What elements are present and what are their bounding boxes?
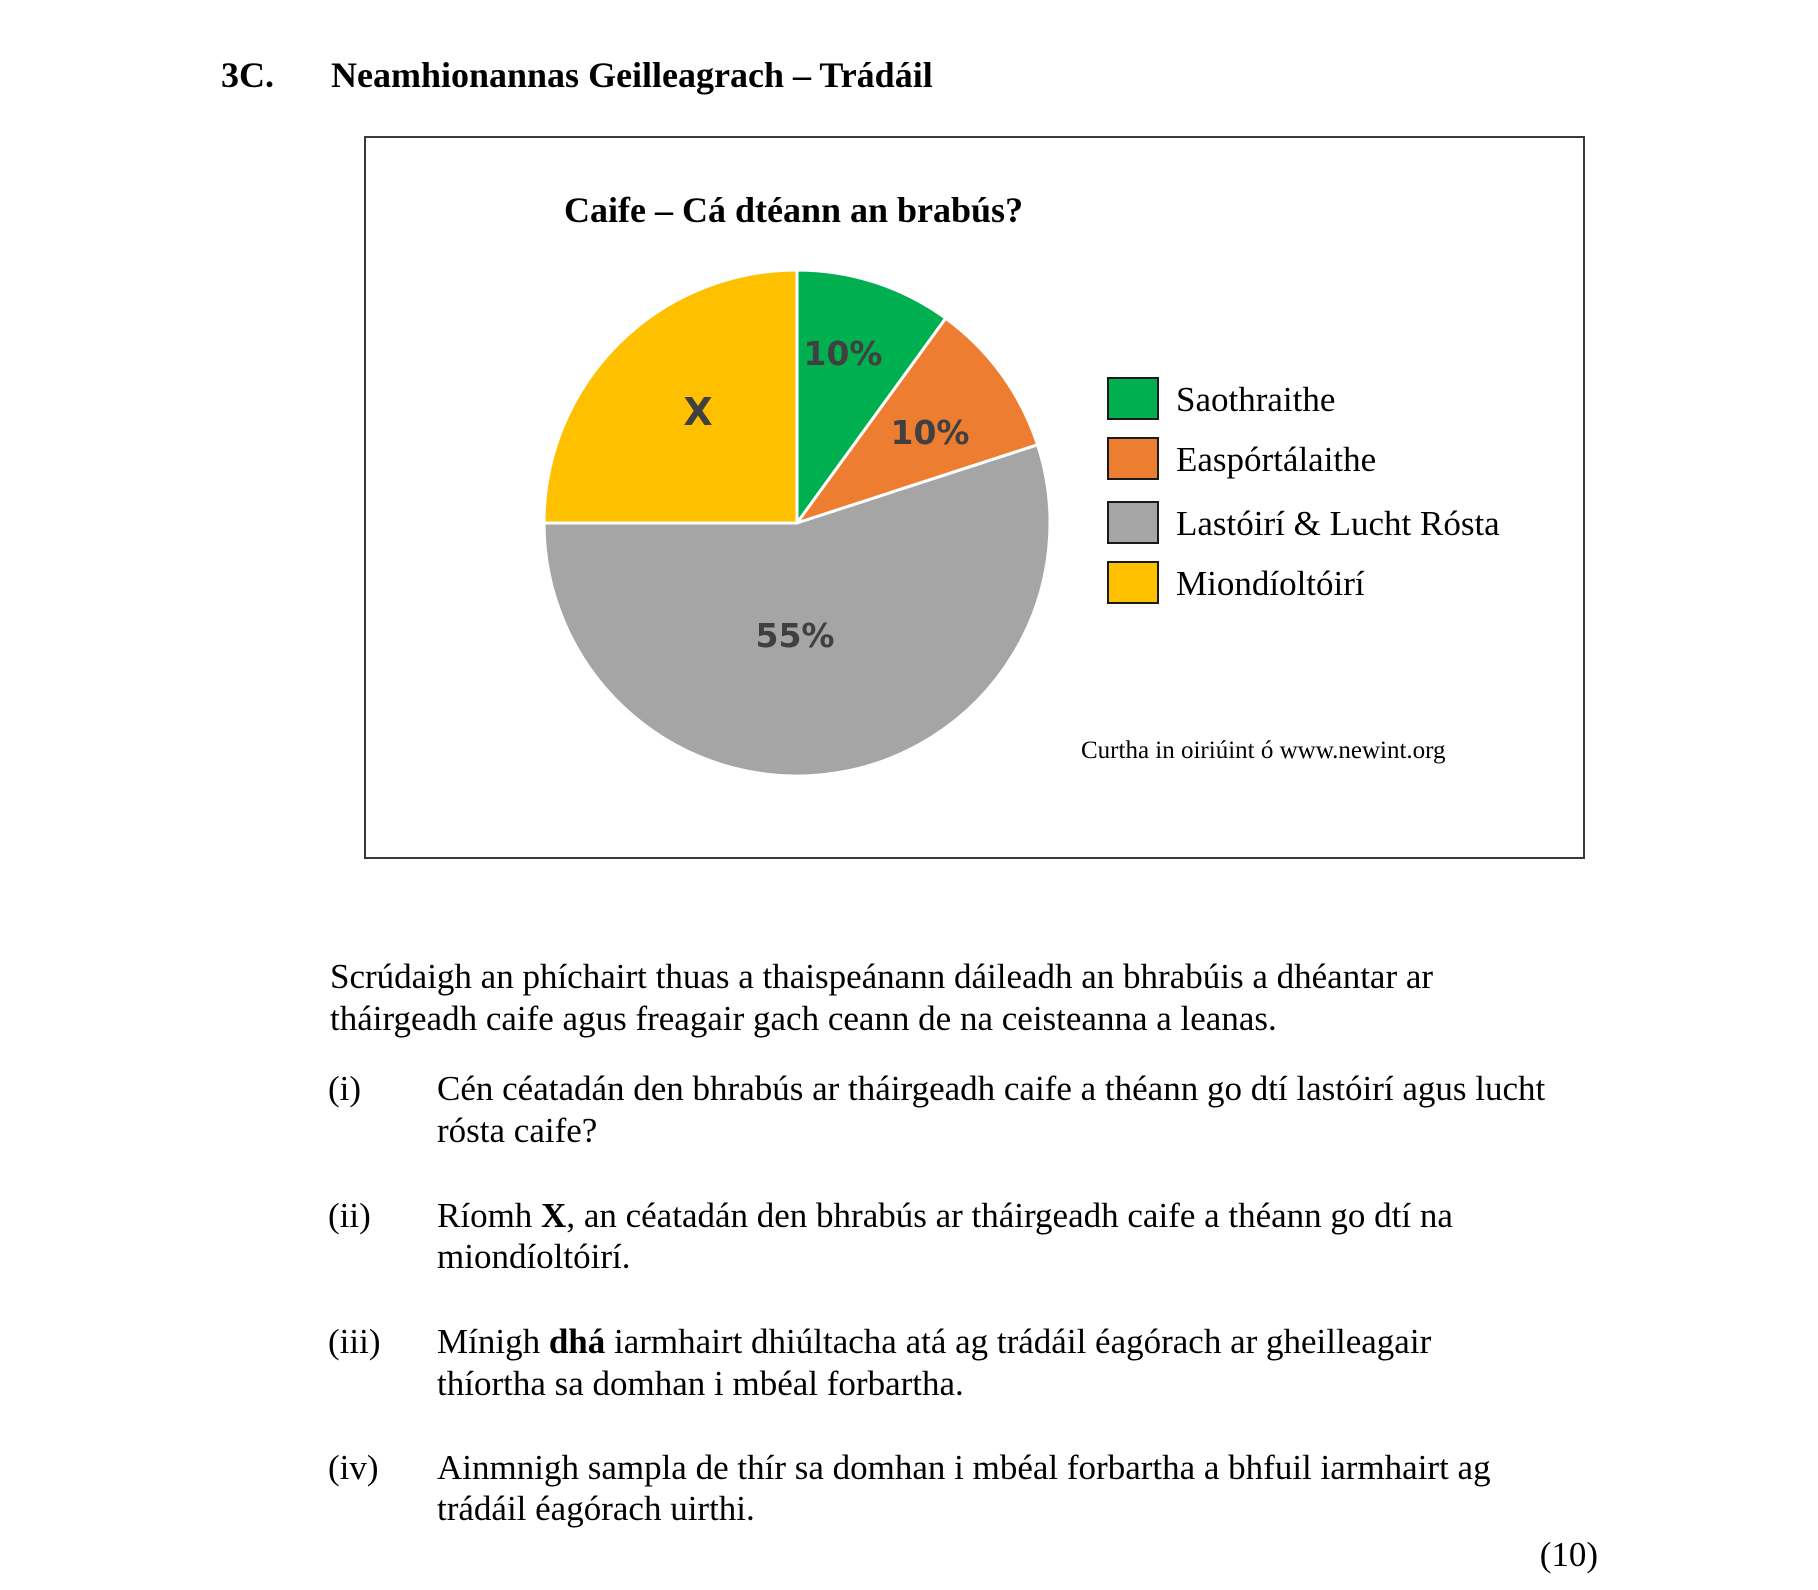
question-label: (ii) bbox=[328, 1196, 371, 1235]
question-text-line-2: rósta caife? bbox=[437, 1111, 598, 1150]
question-text-line-2: trádáil éagórach uirthi. bbox=[437, 1489, 755, 1528]
question-number: 3C. bbox=[221, 55, 274, 95]
pie-slice-miondioltoiri bbox=[544, 270, 797, 523]
slice-label-miondioltoiri: X bbox=[683, 390, 713, 434]
chart-source: Curtha in oiriúint ó www.newint.org bbox=[1081, 737, 1446, 764]
legend-label-miondioltoiri: Miondíoltóirí bbox=[1176, 564, 1365, 603]
question-text-line-2: thíortha sa domhan i mbéal forbartha. bbox=[437, 1364, 964, 1403]
marks-total: (10) bbox=[1539, 1535, 1598, 1574]
legend-swatch-lastoiri bbox=[1107, 501, 1159, 544]
text-run: Mínigh bbox=[437, 1322, 549, 1361]
question-text-line-1 bbox=[437, 1321, 1431, 1363]
chart-title: Caife – Cá dtéann an brabús? bbox=[564, 190, 1024, 230]
legend-swatch-miondioltoiri bbox=[1107, 561, 1159, 604]
bold-text-run: X bbox=[541, 1196, 567, 1235]
slice-label-lastoiri: 55% bbox=[755, 616, 835, 655]
question-text-line-2: miondíoltóirí. bbox=[437, 1237, 631, 1276]
slice-label-saothraithe: 10% bbox=[803, 334, 883, 373]
legend-swatch-saothraithe bbox=[1107, 377, 1159, 420]
question-text-line-1: Cén céatadán den bhrabús ar tháirgeadh caife a théann go dtí lastóirí agus lucht bbox=[437, 1069, 1546, 1108]
question-label: (i) bbox=[328, 1069, 362, 1108]
question-text-line-1: Ainmnigh sampla de thír sa domhan i mbéal forbartha a bhfuil iarmhairt ag bbox=[437, 1448, 1491, 1487]
question-text-line-1 bbox=[437, 1195, 1453, 1237]
text-run: Ríomh bbox=[437, 1196, 542, 1235]
text-run: iarmhairt dhiúltacha atá ag trádáil éagórach ar gheilleagair bbox=[605, 1322, 1432, 1361]
legend-label-saothraithe: Saothraithe bbox=[1176, 380, 1336, 419]
intro-line-1: Scrúdaigh an phíchairt thuas a thaispeánann dáileadh an bhrabúis a dhéantar ar bbox=[330, 957, 1434, 996]
legend-label-easportalaithe: Easpórtálaithe bbox=[1176, 440, 1377, 479]
bold-text-run: dhá bbox=[548, 1322, 606, 1361]
section-title: Neamhionannas Geilleagrach – Trádáil bbox=[331, 55, 933, 95]
text-run: , an céatadán den bhrabús ar tháirgeadh caife a théann go dtí na bbox=[566, 1196, 1453, 1235]
question-label: (iv) bbox=[328, 1448, 379, 1487]
legend-swatch-easportalaithe bbox=[1107, 437, 1159, 480]
intro-line-2: tháirgeadh caife agus freagair gach ceann de na ceisteanna a leanas. bbox=[330, 999, 1277, 1038]
legend-label-lastoiri: Lastóirí & Lucht Rósta bbox=[1176, 504, 1500, 543]
slice-label-easportalaithe: 10% bbox=[890, 413, 970, 452]
question-label: (iii) bbox=[328, 1322, 381, 1361]
